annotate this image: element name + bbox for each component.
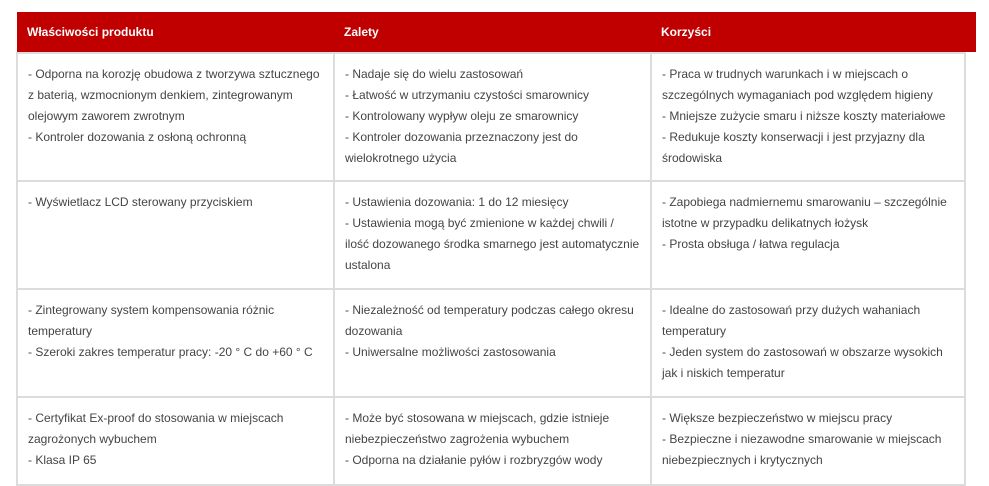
table-header-row: [17, 12, 965, 53]
cell-text-line: - Praca w trudnych warunkach i w miejscach o: [662, 67, 909, 81]
table-row: [17, 289, 965, 397]
cell-text-line: - Odporna na korozję obudowa z tworzywa sztucznego: [28, 67, 320, 81]
product-properties-table: [16, 12, 966, 486]
cell-text-line: dozowania: [345, 324, 403, 338]
table-row: [17, 53, 965, 181]
cell-advantages: [334, 289, 651, 397]
product-table-container: [16, 12, 976, 486]
cell-advantages: [334, 53, 651, 181]
table-row: [17, 397, 965, 485]
cell-text-line: - Łatwość w utrzymaniu czystości smarownicy: [345, 88, 590, 102]
cell-text-line: - Ustawienia dozowania: 1 do 12 miesięcy: [345, 195, 569, 209]
cell-text-line: - Odporna na działanie pyłów i rozbryzgów wody: [345, 453, 603, 467]
cell-benefits: [651, 397, 965, 485]
cell-text-line: - Uniwersalne możliwości zastosowania: [345, 345, 556, 359]
cell-advantages: [334, 397, 651, 485]
cell-text-line: środowiska: [662, 151, 723, 165]
cell-benefits: [651, 53, 965, 181]
cell-text-line: - Szeroki zakres temperatur pracy: -20 ° C do +60 ° C: [28, 345, 313, 359]
cell-properties: [17, 289, 334, 397]
cell-benefits: [651, 181, 965, 289]
cell-text-line: - Nadaje się do wielu zastosowań: [345, 67, 524, 81]
cell-text-line: istotne w przypadku delikatnych łożysk: [662, 216, 869, 230]
cell-text-line: jak i niskich temperatur: [662, 366, 785, 380]
cell-text-line: - Niezależność od temperatury podczas całego okresu: [345, 303, 634, 317]
cell-text-line: - Kontrolowany wypływ oleju ze smarownicy: [345, 109, 579, 123]
cell-text-line: - Zapobiega nadmiernemu smarowaniu – szczególnie: [662, 195, 947, 209]
cell-text-line: - Mniejsze zużycie smaru i niższe koszty materiałowe: [662, 109, 946, 123]
cell-text-line: - Może być stosowana w miejscach, gdzie istnieje: [345, 411, 610, 425]
cell-text-line: - Kontroler dozowania z osłoną ochronną: [28, 130, 247, 144]
cell-text-line: - Certyfikat Ex-proof do stosowania w miejscach: [28, 411, 284, 425]
cell-text-line: - Jeden system do zastosowań w obszarze wysokich: [662, 345, 943, 359]
cell-text-line: temperatury: [662, 324, 727, 338]
cell-text-line: - Bezpieczne i niezawodne smarowanie w miejscach: [662, 432, 942, 446]
cell-text-line: szczególnych wymaganiach pod względem higieny: [662, 88, 933, 102]
cell-properties: [17, 53, 334, 181]
cell-text-line: - Prosta obsługa / łatwa regulacja: [662, 237, 840, 251]
header-benefits: Korzyści: [651, 12, 965, 53]
header-advantages: Zalety: [334, 12, 651, 53]
cell-text-line: ilość dozowanego środka smarnego jest automatycznie: [345, 237, 640, 251]
cell-text-line: - Zintegrowany system kompensowania różnic: [28, 303, 275, 317]
cell-text-line: - Kontroler dozowania przeznaczony jest do: [345, 130, 578, 144]
cell-text-line: - Klasa IP 65: [28, 453, 97, 467]
cell-text-line: - Ustawienia mogą być zmienione w każdej chwili /: [345, 216, 614, 230]
cell-properties: [17, 181, 334, 289]
cell-text-line: - Większe bezpieczeństwo w miejscu pracy: [662, 411, 893, 425]
cell-text-line: niebezpieczeństwo zagrożenia wybuchem: [345, 432, 570, 446]
cell-text-line: temperatury: [28, 324, 93, 338]
cell-text-line: - Wyświetlacz LCD sterowany przyciskiem: [28, 195, 253, 209]
cell-text-line: - Idealne do zastosowań przy dużych wahaniach: [662, 303, 921, 317]
cell-advantages: [334, 181, 651, 289]
cell-text-line: niebezpiecznych i krytycznych: [662, 453, 823, 467]
cell-text-line: z baterią, wzmocnionym denkiem, zintegrowanym: [28, 88, 293, 102]
cell-text-line: zagrożonych wybuchem: [28, 432, 157, 446]
cell-properties: [17, 397, 334, 485]
cell-text-line: ustalona: [345, 258, 391, 272]
cell-benefits: [651, 289, 965, 397]
cell-text-line: - Redukuje koszty konserwacji i jest przyjazny dla: [662, 130, 925, 144]
cell-text-line: wielokrotnego użycia: [345, 151, 457, 165]
cell-text-line: olejowym zaworem zwrotnym: [28, 109, 185, 123]
header-properties: Właściwości produktu: [17, 12, 334, 53]
table-row: [17, 181, 965, 289]
